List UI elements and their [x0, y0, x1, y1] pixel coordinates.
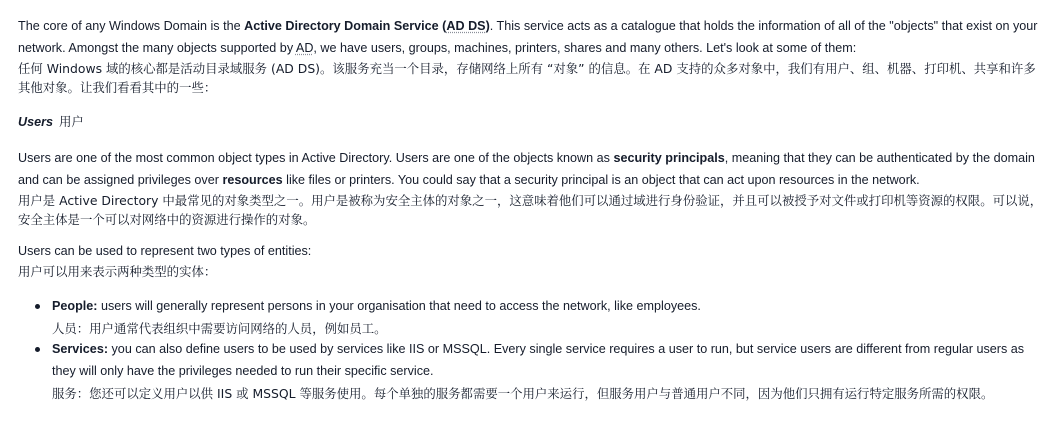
spacer	[18, 133, 1045, 147]
intro-paragraph-en	[18, 15, 1045, 59]
intro-text-start: The core of any Windows Domain is the	[18, 19, 245, 33]
users-heading-en: Users	[18, 115, 54, 129]
list-item-en	[52, 295, 1045, 317]
ad-ds-term	[244, 19, 490, 33]
list-item-people	[52, 295, 1045, 338]
bullet-icon	[35, 347, 40, 352]
spacer	[18, 281, 1045, 295]
list-item-zh: 人员：用户通常代表组织中需要访问网络的人员，例如员工。	[52, 321, 387, 336]
spacer	[18, 97, 1045, 111]
users-text-end: like files or printers. You could say that a security principal is an object that can act upon resources in the network.	[282, 173, 920, 187]
resources-term: resources	[222, 173, 283, 187]
spacer	[18, 229, 1045, 240]
ad-ds-term-text: Active Directory Domain Service (	[244, 19, 447, 33]
users-heading-zh: 用户	[59, 114, 84, 129]
users-text-middle: , meaning that they can be authenticated by the domain and can be assigned privileges over	[18, 151, 1035, 187]
ad-ds-abbreviation[interactable]: AD DS	[446, 19, 486, 33]
users-heading	[18, 111, 1045, 133]
intro-text-end: , we have users, groups, machines, printers, shares and many others. Let's look at some of them:	[313, 41, 857, 55]
security-principals-term: security principals	[613, 151, 725, 165]
users-paragraph-zh: 用户是 Active Directory 中最常见的对象类型之一。用户是被称为安全主体的对象之一，这意味着他们可以通过域进行身份验证，并且可以被授予对文件或打印机等资源的权限。可以说，安全主体是一个可以对网络中的资源进行操作的对象。	[18, 193, 1043, 227]
list-item-label: Services:	[52, 342, 109, 356]
users-paragraph-en	[18, 147, 1045, 191]
list-item-label: People:	[52, 299, 98, 313]
entity-types-list	[18, 295, 1045, 403]
bullet-icon	[35, 304, 40, 309]
list-item-text: users will generally represent persons in your organisation that need to access the network, like employees.	[97, 299, 701, 313]
intro-paragraph-zh: 任何 Windows 域的核心都是活动目录域服务 (AD DS)。该服务充当一个目录，存储网络上所有 “对象” 的信息。在 AD 支持的众多对象中，我们有用户、组、机器、打印机、共享和许多其他对象。让我们看看其中的一些：	[18, 61, 1036, 95]
users-text-start: Users are one of the most common object types in Active Directory. Users are one of the objects known as	[18, 151, 614, 165]
list-item-zh: 服务：您还可以定义用户以供 IIS 或 MSSQL 等服务使用。每个单独的服务都需要一个用户来运行，但服务用户与普通用户不同，因为他们只拥有运行特定服务所需的权限。	[52, 386, 994, 401]
list-item-text: you can also define users to be used by services like IIS or MSSQL. Every single service requires a user to run, but service users are different from regular users as they will only have the privileges needed to run their specific service.	[52, 342, 1025, 378]
ad-abbreviation[interactable]: AD	[295, 41, 314, 55]
entities-intro-en: Users can be used to represent two types of entities:	[18, 244, 312, 258]
entities-intro-zh: 用户可以用来表示两种类型的实体：	[18, 264, 217, 279]
list-item-services	[52, 338, 1045, 403]
ad-ds-term-close: )	[485, 19, 490, 33]
list-item-en	[52, 338, 1045, 382]
intro-text-middle: . This service acts as a catalogue that holds the information of all of the "objects" that exist on your network. Amongst the many objects supported by	[18, 19, 1038, 55]
